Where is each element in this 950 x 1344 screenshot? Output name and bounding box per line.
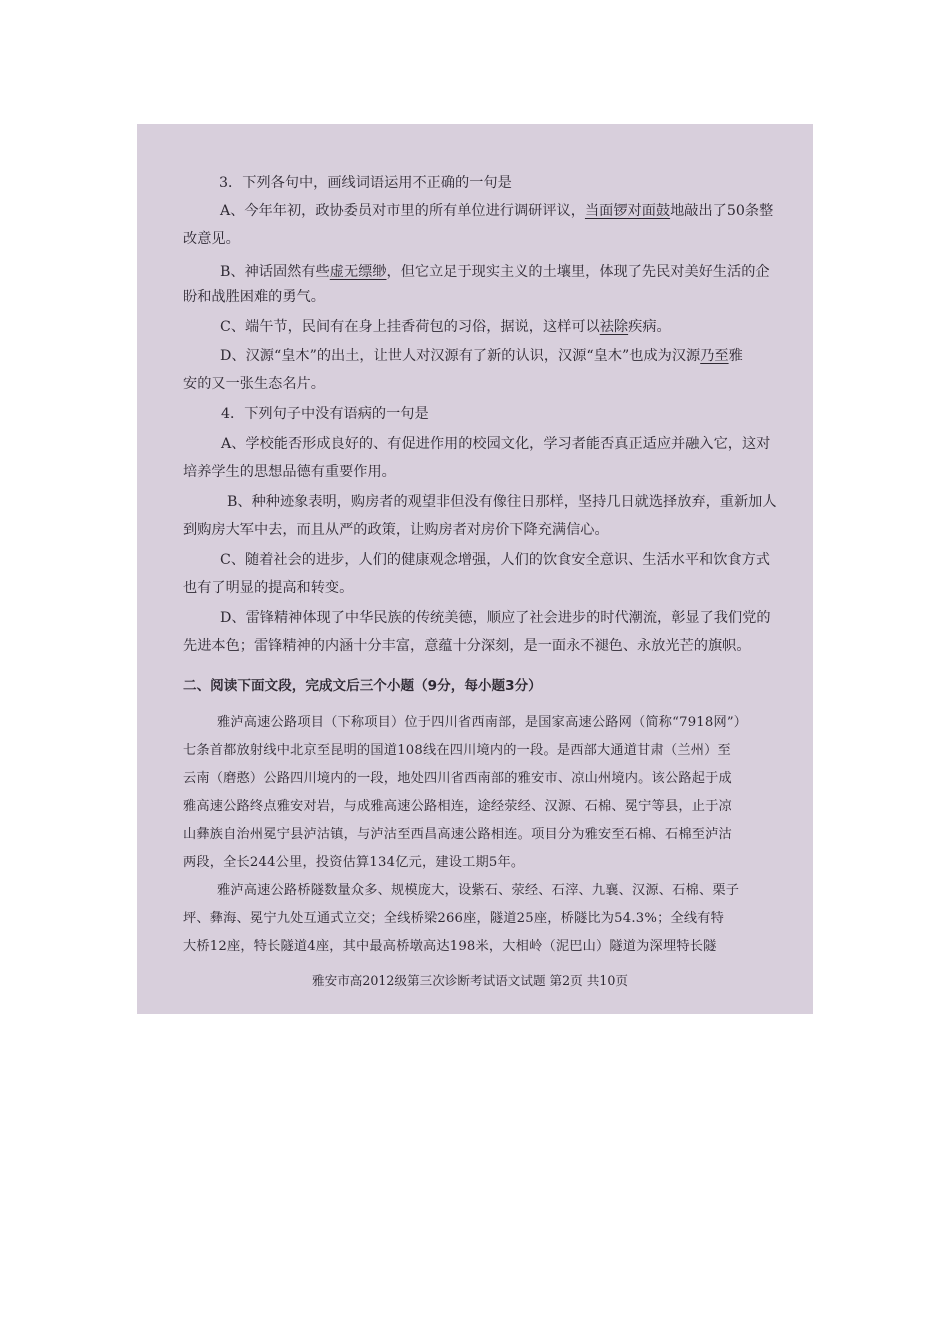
paragraph-2-line-2: 坪、彝海、冕宁九处互通式立交；全线桥梁266座，隧道25座，桥隧比为54.3%；全线有特 — [183, 911, 725, 926]
paragraph-1-line-3: 云南（磨憨）公路四川境内的一段，地处四川省西南部的雅安市、凉山州境内。该公路起于成 — [183, 771, 732, 786]
q3-option-b-cont: 盼和战胜困难的勇气。 — [183, 289, 325, 305]
paragraph-2-line-3: 大桥12座，特长隧道4座，其中最高桥墩高达198米，大相岭（泥巴山）隧道为深埋特长隧 — [183, 939, 717, 954]
paragraph-1-line-4: 雅高速公路终点雅安对岩，与成雅高速公路相连，途经荥经、汉源、石棉、冕宁等县，止于凉 — [183, 799, 732, 814]
section-heading: 二、阅读下面文段，完成文后三个小题（9分，每小题3分） — [183, 678, 542, 694]
q3-option-d-cont: 安的又一张生态名片。 — [183, 376, 325, 392]
underlined-phrase: 乃至 — [700, 348, 729, 364]
q3-stem: 3．下列各句中，画线词语运用不正确的一句是 — [219, 175, 512, 191]
q3-option-a — [220, 202, 813, 220]
q3-option-d — [220, 347, 813, 365]
text-span: C、端午节，民间有在身上挂香荷包的习俗，据说，这样可以 — [220, 319, 600, 335]
q4-option-d: D、雷锋精神体现了中华民族的传统美德，顺应了社会进步的时代潮流，彰显了我们党的 — [220, 610, 771, 626]
text-span: B、神话固然有些 — [220, 264, 330, 280]
q4-option-a: A、学校能否形成良好的、有促进作用的校园文化，学习者能否真正适应并融入它，这对 — [221, 436, 771, 452]
underlined-phrase: 祛除 — [599, 319, 629, 335]
page-footer: 雅安市高2012级第三次诊断考试语文试题 第2页 共10页 — [312, 973, 628, 988]
q4-stem: 4．下列句子中没有语病的一句是 — [221, 406, 429, 422]
q3-option-c — [220, 318, 813, 336]
text-span: ，但它立足于现实主义的土壤里，体现了先民对美好生活的企 — [386, 264, 770, 280]
text-span: 雅 — [728, 348, 743, 364]
q3-option-a-cont: 改意见。 — [183, 231, 240, 247]
q4-option-c: C、随着社会的进步，人们的健康观念增强，人们的饮食安全意识、生活水平和饮食方式 — [220, 552, 770, 568]
q4-option-b: B、种种迹象表明，购房者的观望非但没有像往日那样，坚持几日就选择放弃，重新加人 — [227, 494, 777, 510]
underlined-phrase: 虚无缥缈 — [329, 264, 387, 280]
paragraph-1-line-2: 七条首都放射线中北京至昆明的国道108线在四川境内的一段。是西部大通道甘肃（兰州）至 — [183, 743, 731, 758]
text-span: A、今年年初，政协委员对市里的所有单位进行调研评议， — [220, 203, 585, 219]
text-span: D、汉源“皇木”的出土，让世人对汉源有了新的认识，汉源“皇木”也成为汉源 — [220, 348, 701, 364]
paragraph-2-line-1: 雅泸高速公路桥隧数量众多、规模庞大，设紫石、荥经、石滓、九襄、汉源、石棉、栗子 — [217, 883, 740, 898]
q4-option-b-cont: 到购房大军中去，而且从严的政策，让购房者对房价下降充满信心。 — [183, 522, 609, 538]
paragraph-1-line-5: 山彝族自治州冕宁县泸沽镇，与泸沽至西昌高速公路相连。项目分为雅安至石棉、石棉至泸沽 — [183, 827, 732, 842]
q3-option-b — [220, 263, 813, 281]
scanned-exam-page — [137, 124, 813, 1014]
paragraph-1-line-1: 雅泸高速公路项目（下称项目）位于四川省西南部，是国家高速公路网（简称“7918网”） — [217, 715, 748, 730]
paragraph-1-line-6: 两段，全长244公里，投资估算134亿元，建设工期5年。 — [183, 855, 525, 870]
text-span: 地敲出了50条整 — [670, 203, 774, 219]
text-span: 疾病。 — [628, 319, 671, 335]
q4-option-d-cont: 先进本色；雷锋精神的内涵十分丰富，意蕴十分深刻，是一面永不褪色、永放光芒的旗帜。 — [183, 638, 751, 654]
q4-option-a-cont: 培养学生的思想品德有重要作用。 — [183, 464, 396, 480]
underlined-phrase: 当面锣对面鼓 — [584, 203, 671, 219]
q4-option-c-cont: 也有了明显的提高和转变。 — [183, 580, 354, 596]
